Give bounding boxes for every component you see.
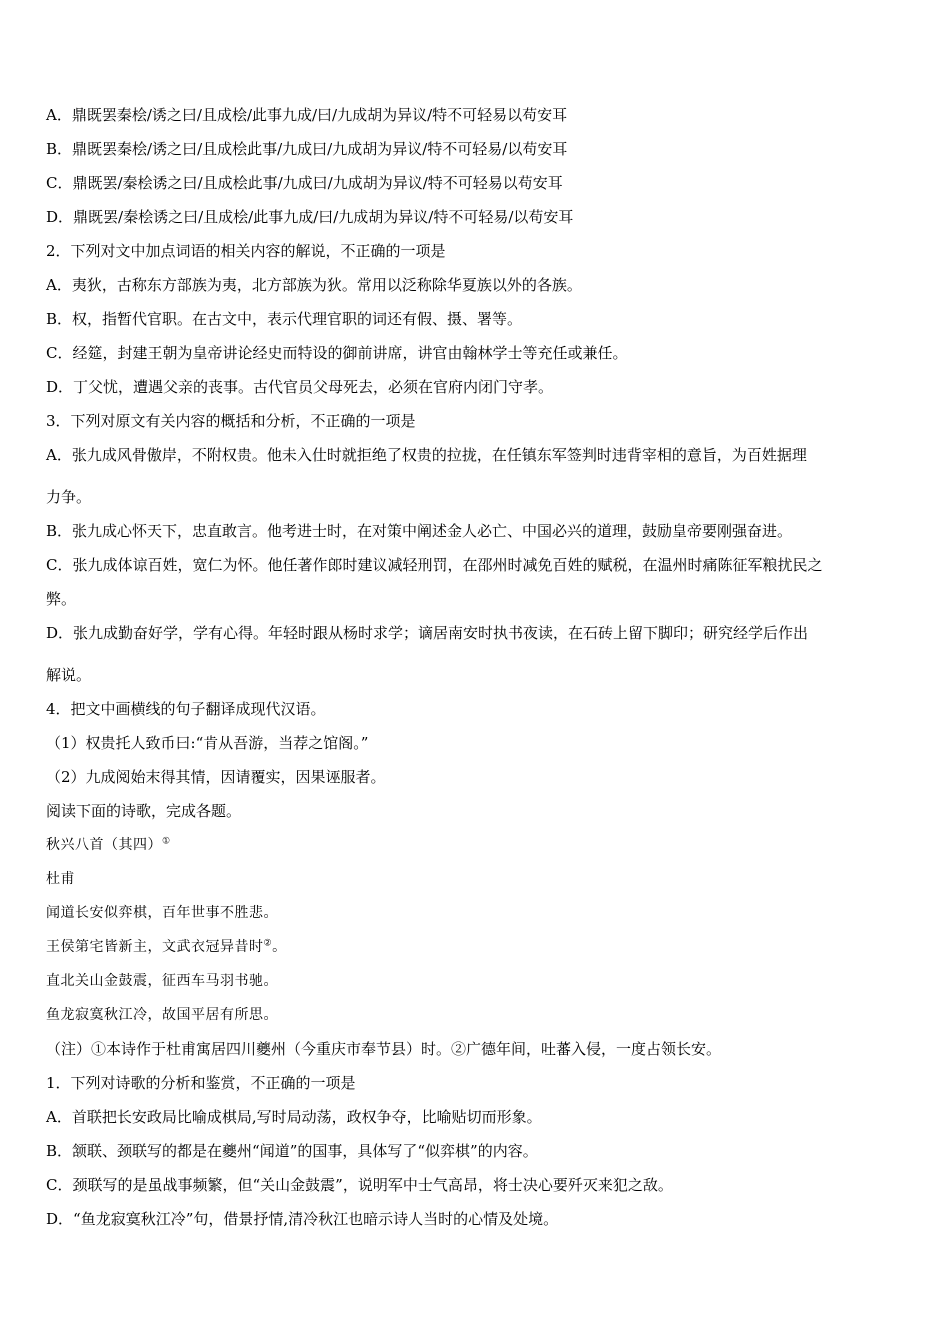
poem-title	[46, 828, 908, 862]
pq1-option-d: D．“鱼龙寂寞秋江冷”句，借景抒情,清冷秋江也暗示诗人当时的心情及处境。	[46, 1210, 559, 1228]
poem-title-text: 秋兴八首（其四）	[46, 837, 162, 853]
poem-line-4: 鱼龙寂寞秋江冷，故国平居有所思。	[46, 1007, 278, 1023]
poem-title-note: ①	[162, 836, 171, 847]
q3-option-b: B．张九成心怀天下，忠直敢言。他考进士时，在对策中阐述金人必亡、中国必兴的道理，鼓励皇帝要刚强奋进。	[46, 522, 793, 540]
poem-line-2	[46, 930, 908, 964]
q3-option-d-line1: D．张九成勤奋好学，学有心得。年轻时跟从杨时求学；谪居南安时执书夜读，在石砖上留下脚印；研究经学后作出	[46, 624, 809, 642]
q2-stem: 2．下列对文中加点词语的相关内容的解说，不正确的一项是	[46, 242, 446, 260]
q1-option-a: A．鼎既罢秦桧/诱之曰/且成桧/此事九成/曰/九成胡为异议/特不可轻易以苟安耳	[46, 106, 568, 124]
q3-option-d-line2: 解说。	[46, 666, 92, 684]
q4-sentence-2: （2）九成阅始末得其情，因请覆实，因果诬服者。	[46, 768, 386, 786]
document-body	[46, 98, 908, 1236]
q2-option-a: A．夷狄，古称东方部族为夷，北方部族为狄。常用以泛称除华夏族以外的各族。	[46, 276, 582, 294]
poem-intro: 阅读下面的诗歌，完成各题。	[46, 802, 242, 820]
q3-option-a-line2: 力争。	[46, 488, 92, 506]
poem-line-1: 闻道长安似弈棋，百年世事不胜悲。	[46, 905, 278, 921]
pq1-stem: 1．下列对诗歌的分析和鉴赏，不正确的一项是	[46, 1074, 356, 1092]
q1-option-c: C．鼎既罢/秦桧诱之曰/且成桧此事/九成曰/九成胡为异议/特不可轻易以苟安耳	[46, 174, 563, 192]
pq1-option-c: C．颈联写的是虽战事频繁，但“关山金鼓震”，说明军中士气高昂，将士决心要歼灭来犯之敌。	[46, 1176, 673, 1194]
poem-author: 杜甫	[46, 871, 75, 887]
q2-option-b: B．权，指暂代官职。在古文中，表示代理官职的词还有假、摄、署等。	[46, 310, 523, 328]
poem-annotation: （注）①本诗作于杜甫寓居四川夔州（今重庆市奉节县）时。②广德年间，吐蕃入侵，一度占领长安。	[46, 1040, 722, 1058]
q1-option-b: B．鼎既罢秦桧/诱之曰/且成桧此事/九成曰/九成胡为异议/特不可轻易/以苟安耳	[46, 140, 568, 158]
poem-line-3: 直北关山金鼓震，征西车马羽书驰。	[46, 973, 278, 989]
q2-option-c: C．经筵，封建王朝为皇帝讲论经史而特设的御前讲席，讲官由翰林学士等充任或兼任。	[46, 344, 628, 362]
q2-option-d: D．丁父忧，遭遇父亲的丧事。古代官员父母死去，必须在官府内闭门守孝。	[46, 378, 554, 396]
q4-stem: 4．把文中画横线的句子翻译成现代汉语。	[46, 700, 326, 718]
q3-option-a-line1: A．张九成风骨傲岸，不附权贵。他未入仕时就拒绝了权贵的拉拢，在任镇东军签判时违背宰相的意旨，为百姓据理	[46, 446, 807, 464]
q4-sentence-1: （1）权贵托人致币曰:“肯从吾游，当荐之馆阁。”	[46, 734, 369, 752]
q3-option-c-line1: C．张九成体谅百姓，宽仁为怀。他任著作郎时建议减轻刑罚，在邵州时减免百姓的赋税，在温州时痛陈征军粮扰民之	[46, 556, 823, 574]
poem-line-2-text: 王侯第宅皆新主，文武衣冠异昔时	[46, 939, 264, 955]
poem-line-2-end: 。	[272, 939, 287, 955]
q3-stem: 3．下列对原文有关内容的概括和分析，不正确的一项是	[46, 412, 416, 430]
pq1-option-a: A．首联把长安政局比喻成棋局,写时局动荡，政权争夺，比喻贴切而形象。	[46, 1108, 542, 1126]
poem-line-2-note: ②	[263, 938, 273, 949]
pq1-option-b: B．颔联、颈联写的都是在夔州“闻道”的国事，具体写了“似弈棋”的内容。	[46, 1142, 538, 1160]
q1-option-d: D．鼎既罢/秦桧诱之曰/且成桧/此事九成/曰/九成胡为异议/特不可轻易/以苟安耳	[46, 208, 574, 226]
q3-option-c-line2: 弊。	[46, 590, 77, 608]
